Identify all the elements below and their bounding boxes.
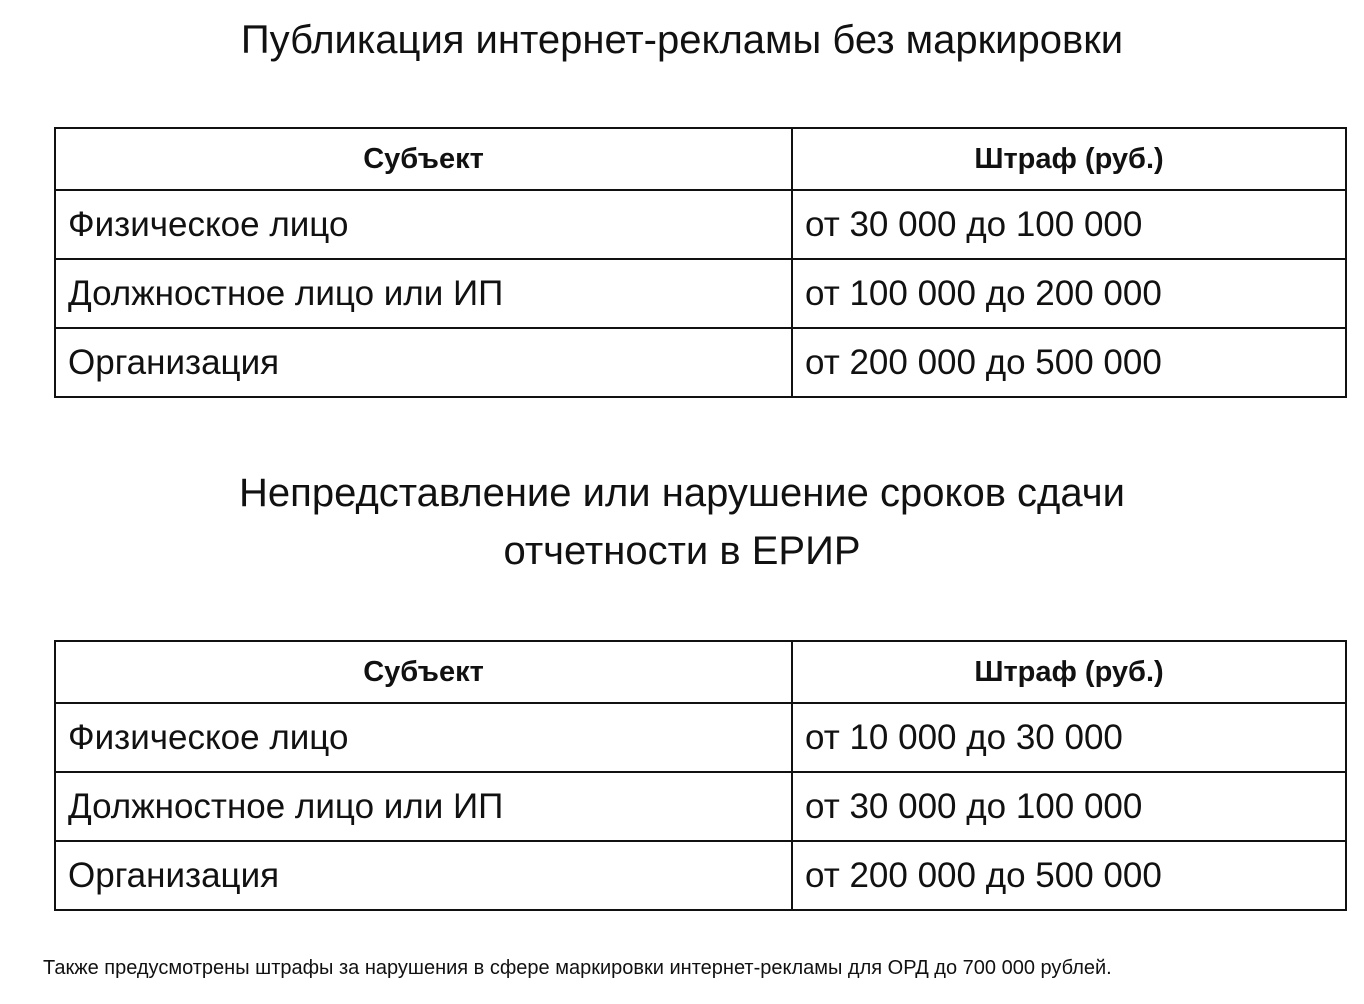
fines-table-unmarked-ads — [54, 127, 1347, 398]
subject-cell: Должностное лицо или ИП — [55, 772, 792, 841]
subject-cell: Физическое лицо — [55, 190, 792, 259]
subject-cell: Должностное лицо или ИП — [55, 259, 792, 328]
table-header-row — [55, 128, 1346, 190]
table-row — [55, 841, 1346, 910]
section1-title: Публикация интернет-рекламы без маркировки — [240, 18, 1124, 62]
fine-cell: от 30 000 до 100 000 — [792, 190, 1346, 259]
section2-title-line1: Непредставление или нарушение сроков сдачи — [239, 471, 1125, 515]
subject-cell: Организация — [55, 841, 792, 910]
table-row — [55, 772, 1346, 841]
section2-title — [0, 464, 1364, 580]
fines-table-erir-reporting — [54, 640, 1347, 911]
footnote: Также предусмотрены штрафы за нарушения в сфере маркировки интернет-рекламы для ОРД до 700 000 рублей. — [43, 957, 1112, 979]
table-row — [55, 259, 1346, 328]
column-header-subject: Субъект — [55, 128, 792, 190]
table-row — [55, 328, 1346, 397]
fine-cell: от 10 000 до 30 000 — [792, 703, 1346, 772]
fine-cell: от 100 000 до 200 000 — [792, 259, 1346, 328]
fine-cell: от 200 000 до 500 000 — [792, 328, 1346, 397]
subject-cell: Организация — [55, 328, 792, 397]
subject-cell: Физическое лицо — [55, 703, 792, 772]
table-row — [55, 190, 1346, 259]
table-row — [55, 703, 1346, 772]
column-header-fine: Штраф (руб.) — [792, 641, 1346, 703]
section2-title-line2: отчетности в ЕРИР — [503, 529, 861, 573]
table-header-row — [55, 641, 1346, 703]
fine-cell: от 200 000 до 500 000 — [792, 841, 1346, 910]
column-header-fine: Штраф (руб.) — [792, 128, 1346, 190]
fine-cell: от 30 000 до 100 000 — [792, 772, 1346, 841]
column-header-subject: Субъект — [55, 641, 792, 703]
